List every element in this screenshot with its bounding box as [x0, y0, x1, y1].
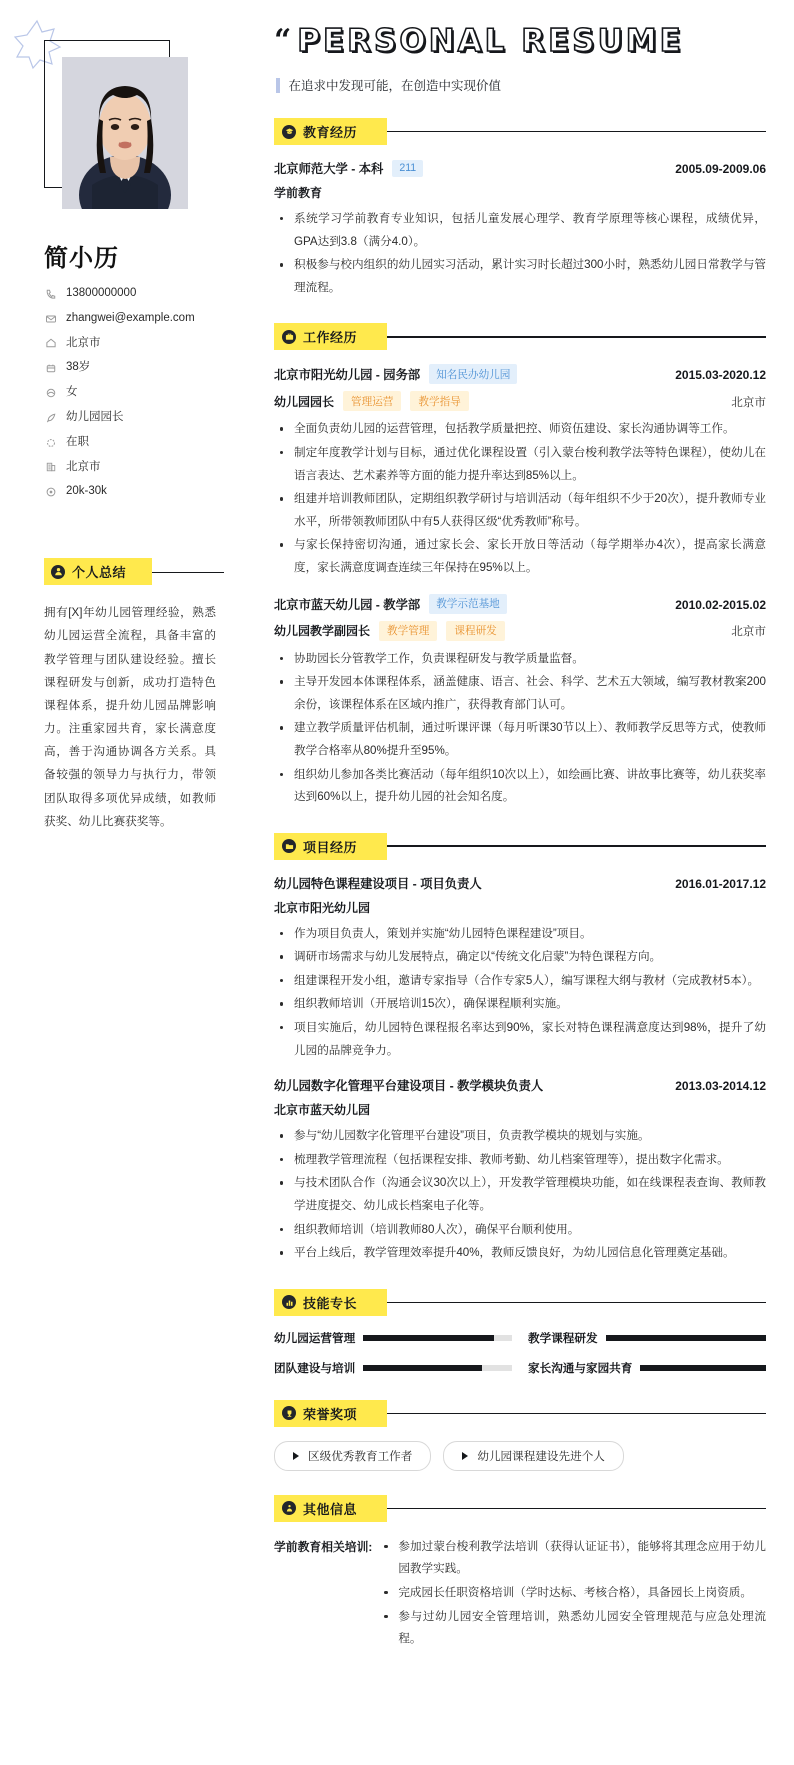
briefcase-icon [282, 330, 296, 344]
skill-label: 幼儿园运营管理 [274, 1331, 356, 1345]
other-body [378, 1536, 766, 1652]
skill-bar [606, 1335, 766, 1341]
summary-heading: 个人总结 [72, 565, 127, 581]
bullet-item: 制定年度教学计划与目标，通过优化课程设置（引入蒙台梭利教学法等特色课程），使幼儿在语言表达、艺术素养等方面的能力提升率达到85%以上。 [276, 442, 766, 487]
school-tag: 211 [392, 160, 423, 177]
entry-header-row [274, 874, 766, 892]
section-honors [274, 1400, 766, 1471]
phone-icon [44, 287, 57, 300]
entry-header-row [274, 159, 766, 177]
skill-label: 家长沟通与家园共育 [528, 1361, 633, 1375]
project-bullets [276, 923, 766, 1063]
header-rule [387, 1302, 766, 1303]
skills-grid [274, 1330, 766, 1376]
contact-value: 20k-30k [66, 485, 107, 498]
section-skills [274, 1289, 766, 1376]
work-heading-box [274, 323, 387, 350]
bullet-item: 协助园长分管教学工作，负责课程研发与教学质量监督。 [276, 648, 766, 671]
honor-label: 幼儿园课程建设先进个人 [477, 1449, 605, 1463]
work-bullets [276, 418, 766, 579]
honors-section-header [274, 1400, 766, 1427]
page-title: PERSONAL RESUME [297, 23, 684, 59]
work-location: 北京市 [731, 395, 766, 409]
bullet-item: 组织幼儿参加各类比赛活动（每年组织10次以上），如绘画比赛、讲故事比赛等，幼儿获奖率达到60%以上，提升幼儿园的社会知名度。 [276, 764, 766, 809]
entry-role-row [274, 621, 766, 641]
folder-icon [282, 839, 296, 853]
entry-left [274, 159, 423, 177]
work-location: 北京市 [731, 625, 766, 639]
entry-role-row [274, 391, 766, 411]
school-name: 北京师范大学 - 本科 [274, 162, 384, 176]
entry-header-row [274, 594, 766, 614]
gender-icon [44, 387, 57, 400]
bullet-item: 平台上线后，教学管理效率提升40%，教师反馈良好，为幼儿园信息化管理奠定基础。 [276, 1242, 766, 1265]
skill-item [274, 1360, 512, 1376]
entry-left [274, 364, 517, 384]
other-bullets [380, 1536, 766, 1651]
contact-value: zhangwei@example.com [66, 311, 195, 324]
contact-value: 38岁 [66, 361, 91, 374]
subtitle-row [276, 76, 766, 94]
role-tag: 管理运营 [343, 391, 401, 411]
education-entry [274, 159, 766, 299]
work-section-header [274, 323, 766, 350]
trophy-icon [282, 1406, 296, 1420]
section-other [274, 1495, 766, 1652]
honor-badge [443, 1441, 624, 1471]
skill-item [528, 1330, 766, 1346]
bullet-item: 作为项目负责人，策划并实施“幼儿园特色课程建设”项目。 [276, 923, 766, 946]
skill-bar [363, 1365, 512, 1371]
entry-header-row [274, 364, 766, 384]
person-name: 简小历 [44, 245, 119, 272]
contact-gender [44, 386, 236, 400]
bullet-item: 组织教师培训（开展培训15次），确保课程顺利实施。 [276, 993, 766, 1016]
skill-fill [363, 1335, 494, 1341]
project-name: 幼儿园数字化管理平台建设项目 - 教学模块负责人 [274, 1079, 544, 1094]
project-org: 北京市阳光幼儿园 [274, 900, 371, 915]
honors-heading: 荣誉奖项 [303, 1406, 358, 1422]
bullet-item: 组织教师培训（培训教师80人次），确保平台顺利使用。 [276, 1219, 766, 1242]
home-icon [44, 337, 57, 350]
section-work [274, 323, 766, 808]
company-name: 北京市蓝天幼儿园 - 教学部 [274, 597, 421, 612]
header-rule [387, 1508, 766, 1509]
company-name: 北京市阳光幼儿园 - 园务部 [274, 368, 421, 383]
bullet-item: 系统学习学前教育专业知识，包括儿童发展心理学、教育学原理等核心课程，成绩优异，GPA达到3.8（满分4.0）。 [276, 208, 766, 253]
contact-value: 北京市 [66, 336, 101, 349]
project-name: 幼儿园特色课程建设项目 - 项目负责人 [274, 876, 482, 891]
bullet-item: 项目实施后，幼儿园特色课程报名率达到90%，家长对特色课程满意度达到98%，提升了幼儿园的品牌竞争力。 [276, 1017, 766, 1062]
header-rule [387, 131, 766, 132]
other-label: 学前教育相关培训: [274, 1539, 373, 1554]
skill-item [274, 1330, 512, 1346]
bullet-item: 梳理教学管理流程（包括课程安排、教师考勤、幼儿档案管理等），提出数字化需求。 [276, 1149, 766, 1172]
sidebar [0, 0, 262, 1765]
info-icon [282, 1501, 296, 1515]
role-tag: 教学管理 [379, 621, 437, 641]
profile-photo [62, 57, 188, 209]
play-triangle-icon [462, 1452, 468, 1460]
bullet-item: 参与“幼儿园数字化管理平台建设”项目，负责教学模块的规划与实施。 [276, 1125, 766, 1148]
project-entry [274, 1076, 766, 1265]
bullet-item: 与家长保持密切沟通，通过家长会、家长开放日等活动（每学期举办4次），提高家长满意度，家长满意度调查连续三年保持在95%以上。 [276, 534, 766, 579]
work-heading: 工作经历 [303, 330, 358, 346]
contact-email [44, 312, 236, 326]
bullet-item: 组建课程开发小组，邀请专家指导（合作专家5人），编写课程大纲与教材（完成教材5本）。 [276, 970, 766, 993]
other-heading: 其他信息 [303, 1501, 358, 1517]
section-education [274, 118, 766, 299]
bullet-item: 调研市场需求与幼儿发展特点，确定以“传统文化启蒙”为特色课程方向。 [276, 946, 766, 969]
person-icon [51, 565, 65, 579]
quote-mark-icon: “ [274, 23, 292, 58]
contact-list [44, 287, 236, 499]
education-date: 2005.09-2009.06 [675, 162, 766, 176]
bullet-item: 与技术团队合作（沟通会议30次以上），开发教学管理模块功能，如在线课程表查询、教师教学进度提交、幼儿成长档案电子化等。 [276, 1172, 766, 1217]
skills-heading-box [274, 1289, 387, 1316]
summary-text: 拥有[X]年幼儿园管理经验，熟悉幼儿园运营全流程，具备丰富的教学管理与团队建设经验。擅长课程研发与创新，成功打造特色课程体系，提升幼儿园品牌影响力。注重家园共育，家长满意度高，善于沟通协调各方关系。具备较强的领导力与执行力，带领团队取得多项优异成绩，如教师获奖、幼儿比赛获奖等。 [44, 606, 216, 828]
skill-fill [363, 1365, 482, 1371]
contact-salary [44, 485, 236, 499]
contact-workplace [44, 461, 236, 475]
education-heading-box [274, 118, 387, 145]
salary-icon [44, 486, 57, 499]
section-projects [274, 833, 766, 1265]
bullet-item: 组建并培训教师团队，定期组织教学研讨与培训活动（每年组织不少于20次），提升教师专业水平，所带领教师团队中有5人获得区级“优秀教师”称号。 [276, 488, 766, 533]
status-icon [44, 436, 57, 449]
bullet-item: 参与过幼儿园安全管理培训，熟悉幼儿园安全管理规范与应急处理流程。 [380, 1606, 766, 1651]
education-heading: 教育经历 [303, 125, 358, 140]
skill-item [528, 1360, 766, 1376]
entry-left [274, 391, 469, 411]
other-section-header [274, 1495, 766, 1522]
honor-badge [274, 1441, 431, 1471]
contact-city [44, 337, 236, 351]
contact-value: 13800000000 [66, 287, 137, 299]
skill-bar [640, 1365, 766, 1371]
calendar-icon [44, 362, 57, 375]
other-heading-box [274, 1495, 387, 1522]
contact-value: 北京市 [66, 460, 101, 473]
skills-section-header [274, 1289, 766, 1316]
bullet-item: 积极参与校内组织的幼儿园实习活动，累计实习时长超过300小时，熟悉幼儿园日常教学与管理流程。 [276, 254, 766, 299]
project-date: 2016.01-2017.12 [675, 876, 766, 891]
projects-section-header [274, 833, 766, 860]
skill-label: 教学课程研发 [528, 1331, 598, 1345]
work-entry [274, 364, 766, 579]
header-rule [387, 336, 766, 337]
subtitle-accent-bar [276, 78, 280, 93]
work-date: 2015.03-2020.12 [675, 368, 766, 383]
subtitle-text: 在追求中发现可能，在创造中实现价值 [288, 79, 502, 93]
main-content [262, 0, 794, 1765]
bullet-item: 主导开发园本体课程体系，涵盖健康、语言、社会、科学、艺术五大领域，编写教材教案200余份，该课程体系在区域内推广，获得教育部门认可。 [276, 671, 766, 716]
work-bullets [276, 648, 766, 809]
education-bullets [276, 208, 766, 299]
contact-value: 幼儿园园长 [66, 410, 124, 423]
entry-header-row [274, 1076, 766, 1094]
rocket-icon [44, 411, 57, 424]
summary-section-header [44, 558, 152, 585]
skill-label: 团队建设与培训 [274, 1361, 356, 1375]
job-role: 幼儿园教学副园长 [274, 624, 371, 639]
project-date: 2013.03-2014.12 [675, 1079, 766, 1094]
work-date: 2010.02-2015.02 [675, 597, 766, 612]
projects-heading: 项目经历 [303, 839, 358, 855]
contact-value: 女 [66, 386, 78, 399]
chart-icon [282, 1295, 296, 1309]
role-tag: 课程研发 [446, 621, 504, 641]
play-triangle-icon [293, 1452, 299, 1460]
honors-list [274, 1441, 766, 1471]
contact-phone [44, 287, 236, 301]
work-entry [274, 594, 766, 809]
contact-position [44, 411, 236, 425]
graduation-icon [282, 125, 296, 139]
contact-age [44, 361, 236, 375]
building-icon [44, 461, 57, 474]
honors-heading-box [274, 1400, 387, 1427]
entry-left [274, 621, 505, 641]
honor-label: 区级优秀教育工作者 [308, 1449, 413, 1463]
skill-fill [640, 1365, 766, 1371]
company-tag: 知名民办幼儿园 [429, 364, 517, 384]
project-bullets [276, 1125, 766, 1265]
entry-left [274, 594, 507, 614]
contact-value: 在职 [66, 435, 89, 448]
title-block [274, 22, 766, 94]
photo-block [44, 40, 194, 212]
company-tag: 教学示范基地 [429, 594, 507, 614]
mail-icon [44, 312, 57, 325]
bullet-item: 完成园长任职资格培训（学时达标、考核合格），具备园长上岗资质。 [380, 1582, 766, 1605]
skill-bar [363, 1335, 512, 1341]
other-info-row [274, 1536, 766, 1652]
bullet-item: 全面负责幼儿园的运营管理，包括教学质量把控、师资伍建设、家长沟通协调等工作。 [276, 418, 766, 441]
projects-heading-box [274, 833, 387, 860]
resume-title-row [274, 22, 766, 70]
skills-heading: 技能专长 [303, 1295, 358, 1311]
contact-status [44, 436, 236, 450]
project-org: 北京市蓝天幼儿园 [274, 1103, 371, 1118]
header-rule [387, 845, 766, 846]
skill-fill [606, 1335, 766, 1341]
job-role: 幼儿园园长 [274, 394, 335, 409]
bullet-item: 建立教学质量评估机制，通过听课评课（每月听课30节以上）、教师教学反思等方式，使教师教学合格率从80%提升至95%。 [276, 717, 766, 762]
role-tag: 教学指导 [410, 391, 468, 411]
bullet-item: 参加过蒙台梭利教学法培训（获得认证证书），能够将其理念应用于幼儿园教学实践。 [380, 1536, 766, 1581]
major-name: 学前教育 [274, 186, 323, 200]
header-rule [152, 572, 224, 573]
project-entry [274, 874, 766, 1063]
education-section-header [274, 118, 766, 145]
header-rule [387, 1413, 766, 1414]
